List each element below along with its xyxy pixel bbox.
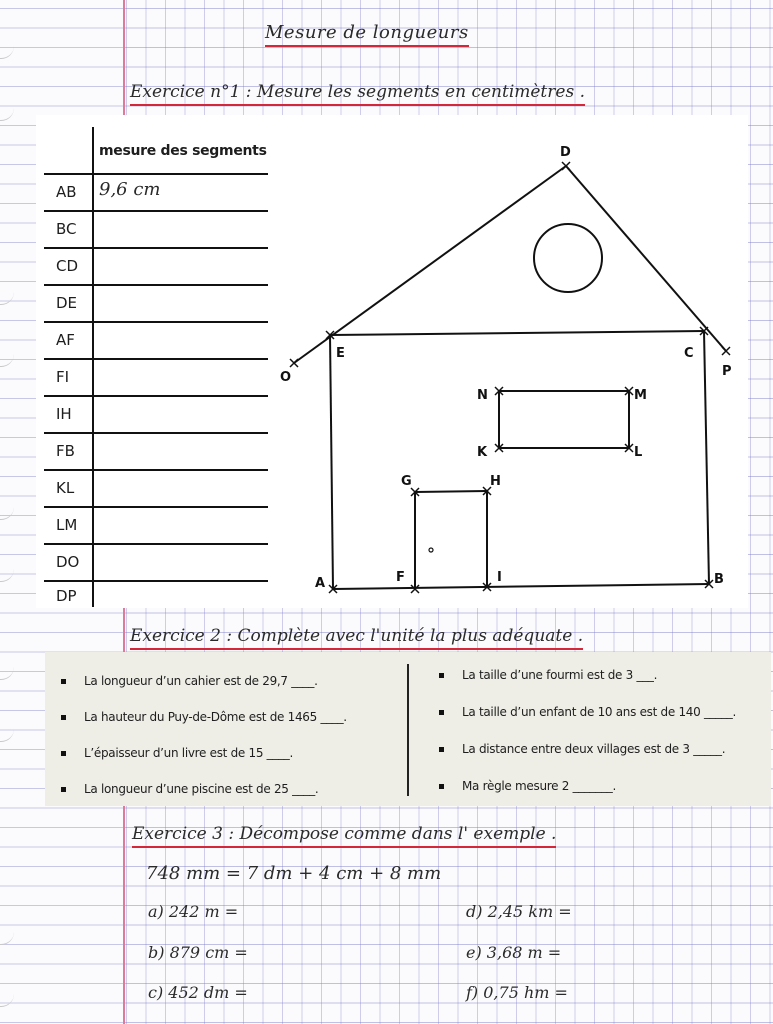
point-label-G: G: [401, 474, 412, 489]
point-label-C: C: [684, 346, 694, 361]
exercise3-item-c[interactable]: c) 452 dm =: [148, 983, 248, 1002]
binder-hole: [0, 665, 14, 680]
segment-label: LM: [56, 516, 78, 534]
exercise1-sheet: [36, 115, 748, 608]
exercise2-item: Ma règle mesure 2 _______.: [439, 779, 616, 793]
binder-hole: [0, 992, 14, 1007]
binder-hole: [0, 290, 14, 305]
segment-label: KL: [56, 479, 75, 497]
binder-hole: [0, 106, 14, 121]
point-label-M: M: [634, 388, 647, 403]
segment-label: DO: [56, 553, 80, 571]
exercise2-item: La hauteur du Puy-de-Dôme est de 1465 ____.: [61, 710, 347, 724]
exercise1-title: Exercice n°1 : Mesure les segments en centimètres .: [130, 82, 585, 106]
point-label-N: N: [477, 388, 488, 403]
house-diagram: [36, 115, 748, 608]
page-title: Mesure de longueurs: [265, 22, 469, 47]
table-header: mesure des segments: [99, 143, 267, 159]
binder-hole: [0, 930, 14, 945]
bullet-icon: [439, 673, 444, 678]
point-label-D: D: [560, 145, 571, 160]
exercise2-item: La taille d’une fourmi est de 3 ___.: [439, 668, 657, 682]
exercise3-item-d[interactable]: d) 2,45 km =: [466, 902, 572, 921]
exercise3-item-b[interactable]: b) 879 cm =: [148, 943, 248, 962]
bullet-icon: [61, 787, 66, 792]
point-label-A: A: [315, 576, 326, 591]
point-label-B: B: [714, 572, 724, 587]
exercise2-title: Exercice 2 : Complète avec l'unité la plus adéquate .: [130, 626, 583, 650]
segment-value[interactable]: 9,6 cm: [99, 179, 161, 200]
binder-hole: [0, 567, 14, 582]
segment-label: AB: [56, 183, 77, 201]
exercise2-item: La taille d’un enfant de 10 ans est de 140 _____.: [439, 705, 736, 719]
segment-label: IH: [56, 405, 72, 423]
binder-hole: [0, 352, 14, 367]
exercise2-item: L’épaisseur d’un livre est de 15 ____.: [61, 746, 293, 760]
binder-hole: [0, 727, 14, 742]
bullet-icon: [439, 747, 444, 752]
exercise2-box: [45, 652, 771, 806]
segment-label: CD: [56, 257, 79, 275]
exercise2-item: La longueur d’une piscine est de 25 ____.: [61, 782, 318, 796]
segment-label: DP: [56, 587, 77, 605]
point-label-K: K: [477, 445, 488, 460]
segment-label: DE: [56, 294, 78, 312]
binder-hole: [0, 44, 14, 59]
binder-hole: [0, 505, 14, 520]
point-label-I: I: [497, 570, 502, 585]
exercise3-item-e[interactable]: e) 3,68 m =: [466, 943, 562, 962]
segment-label: FB: [56, 442, 75, 460]
point-label-P: P: [722, 364, 732, 379]
exercise3-item-a[interactable]: a) 242 m =: [148, 902, 239, 921]
point-label-O: O: [280, 370, 292, 385]
segment-label: AF: [56, 331, 75, 349]
bullet-icon: [439, 784, 444, 789]
segment-label: BC: [56, 220, 77, 238]
exercise2-item: La distance entre deux villages est de 3 _____.: [439, 742, 725, 756]
segment-label: FI: [56, 368, 70, 386]
point-label-E: E: [336, 346, 345, 361]
point-label-H: H: [490, 474, 501, 489]
point-label-F: F: [396, 570, 405, 585]
point-label-L: L: [634, 445, 643, 460]
exercise3-item-f[interactable]: f) 0,75 hm =: [466, 983, 568, 1002]
bullet-icon: [61, 751, 66, 756]
bullet-icon: [61, 715, 66, 720]
column-divider: [407, 664, 409, 796]
exercise3-title: Exercice 3 : Décompose comme dans l' exemple .: [132, 824, 556, 848]
bullet-icon: [61, 679, 66, 684]
exercise2-item: La longueur d’un cahier est de 29,7 ____.: [61, 674, 318, 688]
bullet-icon: [439, 710, 444, 715]
exercise3-example: 748 mm = 7 dm + 4 cm + 8 mm: [146, 863, 442, 884]
